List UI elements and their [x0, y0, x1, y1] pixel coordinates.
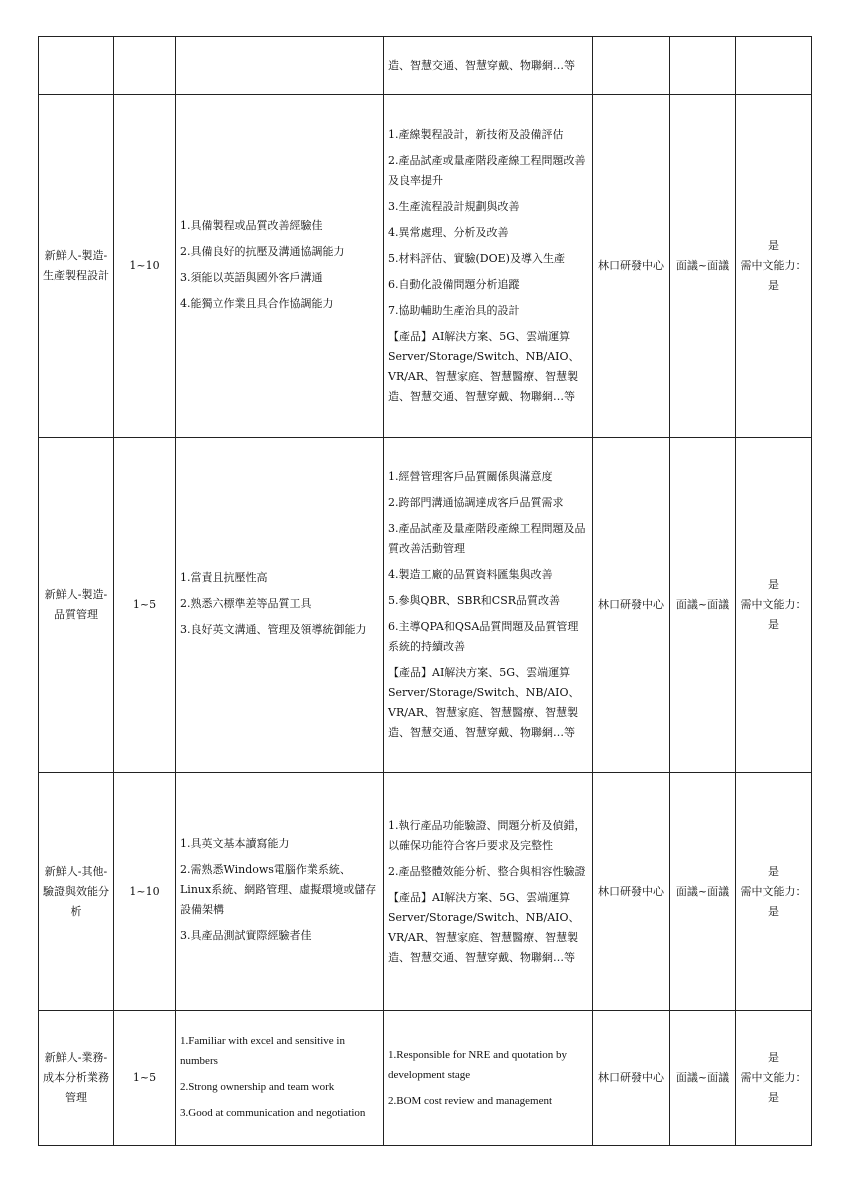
description-item: 造、智慧交通、智慧穿戴、物聯網…等: [388, 58, 575, 72]
description-item: 1.執行產品功能驗證、問題分析及偵錯，以確保功能符合客戶要求及完整性: [388, 818, 586, 852]
job-title-cell: 新鮮人-製造-生產製程設計: [39, 95, 114, 438]
salary-cell: 面議~面議: [670, 95, 736, 438]
salary-cell: 面議~面議: [670, 1011, 736, 1146]
experience-years-cell: 1~5: [114, 438, 176, 773]
job-description-cell: [384, 1011, 593, 1146]
description-item: 4.異常處理、分析及改善: [388, 226, 509, 239]
requirement-item: 2.具備良好的抗壓及溝通協調能力: [180, 244, 345, 258]
salary-cell: [670, 37, 736, 95]
description-item: 【產品】AI解決方案、5G、雲端運算Server/Storage/Switch、NB/AIO、VR/AR、智慧家庭、智慧醫療、智慧製造、智慧交通、智慧穿戴、物聯網…等: [388, 666, 580, 739]
chinese-required-cell: [736, 37, 812, 95]
requirement-item: 1.具備製程或品質改善經驗佳: [180, 218, 323, 232]
table-row: [39, 438, 812, 773]
location-cell: 林口研發中心: [593, 773, 670, 1011]
description-item: 7.協助輔助生產治具的設計: [388, 304, 520, 317]
table-row: [39, 37, 812, 95]
description-item: 1.經營管理客戶品質關係與滿意度: [388, 470, 553, 483]
salary-cell: 面議~面議: [670, 438, 736, 773]
job-description-cell: [384, 773, 593, 1011]
salary-cell: 面議~面議: [670, 773, 736, 1011]
table-row: [39, 1011, 812, 1146]
requirement-item: 1.當責且抗壓性高: [180, 570, 268, 584]
requirement-item: 3.須能以英語與國外客戶溝通: [180, 270, 323, 284]
chinese-required-cell: 是 需中文能力：是: [736, 773, 812, 1011]
requirements-cell: [176, 773, 384, 1011]
requirement-item: 1.Familiar with excel and sensitive in numbers: [180, 1034, 345, 1067]
chinese-required-cell: 是 需中文能力：是: [736, 95, 812, 438]
location-cell: 林口研發中心: [593, 438, 670, 773]
location-cell: 林口研發中心: [593, 95, 670, 438]
experience-years-cell: 1~10: [114, 95, 176, 438]
experience-years-cell: [114, 37, 176, 95]
requirements-cell: [176, 438, 384, 773]
requirement-item: 3.具產品測試實際經驗者佳: [180, 929, 312, 942]
job-description-cell: [384, 438, 593, 773]
requirement-item: 4.能獨立作業且具合作協調能力: [180, 296, 334, 310]
location-cell: 林口研發中心: [593, 1011, 670, 1146]
description-item: 5.材料評估、實驗(DOE)及導入生產: [388, 252, 565, 265]
experience-years-cell: 1~5: [114, 1011, 176, 1146]
requirement-item: 2.需熟悉Windows電腦作業系統、Linux系統、網路管理、虛擬環境或儲存設備架構: [180, 863, 377, 916]
table-row: [39, 773, 812, 1011]
description-item: 2.BOM cost review and management: [388, 1095, 553, 1107]
requirements-cell: [176, 37, 384, 95]
chinese-required-cell: 是 需中文能力：是: [736, 1011, 812, 1146]
requirement-item: 3.Good at communication and negotiation: [180, 1106, 366, 1119]
description-item: 【產品】AI解決方案、5G、雲端運算Server/Storage/Switch、NB/AIO、VR/AR、智慧家庭、智慧醫療、智慧製造、智慧交通、智慧穿戴、物聯網…等: [388, 890, 580, 964]
job-title-cell: 新鮮人-其他-驗證與效能分析: [39, 773, 114, 1011]
requirement-item: 2.Strong ownership and team work: [180, 1080, 335, 1093]
requirement-item: 1.具英文基本讀寫能力: [180, 837, 290, 850]
description-item: 1.Responsible for NRE and quotation by development stage: [388, 1049, 568, 1081]
job-title-cell: [39, 37, 114, 95]
requirements-cell: [176, 1011, 384, 1146]
description-item: 2.產品試產或量產階段產線工程問題改善及良率提升: [388, 154, 586, 187]
description-item: 3.產品試產及量產階段產線工程問題及品質改善活動管理: [388, 522, 586, 555]
description-item: 2.產品整體效能分析、整合與相容性驗證: [388, 864, 586, 878]
description-item: 2.跨部門溝通協調達成客戶品質需求: [388, 496, 564, 509]
requirements-cell: [176, 95, 384, 438]
description-item: 1.產線製程設計，新技術及設備評估: [388, 128, 564, 141]
description-item: 【產品】AI解決方案、5G、雲端運算Server/Storage/Switch、NB/AIO、VR/AR、智慧家庭、智慧醫療、智慧製造、智慧交通、智慧穿戴、物聯網…等: [388, 330, 580, 403]
description-item: 6.自動化設備問題分析追蹤: [388, 278, 520, 291]
job-listing-table: [38, 36, 812, 1146]
description-item: 4.製造工廠的品質資料匯集與改善: [388, 568, 553, 581]
job-description-cell: [384, 95, 593, 438]
description-item: 3.生產流程設計規劃與改善: [388, 200, 520, 213]
experience-years-cell: 1~10: [114, 773, 176, 1011]
table-row: [39, 95, 812, 438]
job-title-cell: 新鮮人-製造-品質管理: [39, 438, 114, 773]
chinese-required-cell: 是 需中文能力：是: [736, 438, 812, 773]
requirement-item: 2.熟悉六標準差等品質工具: [180, 596, 312, 610]
requirement-item: 3.良好英文溝通、管理及領導統御能力: [180, 622, 367, 636]
description-item: 5.參與QBR、SBR和CSR品質改善: [388, 594, 561, 607]
location-cell: [593, 37, 670, 95]
job-description-cell: [384, 37, 593, 95]
description-item: 6.主導QPA和QSA品質問題及品質管理系統的持續改善: [388, 620, 579, 653]
job-title-cell: 新鮮人-業務-成本分析業務管理: [39, 1011, 114, 1146]
